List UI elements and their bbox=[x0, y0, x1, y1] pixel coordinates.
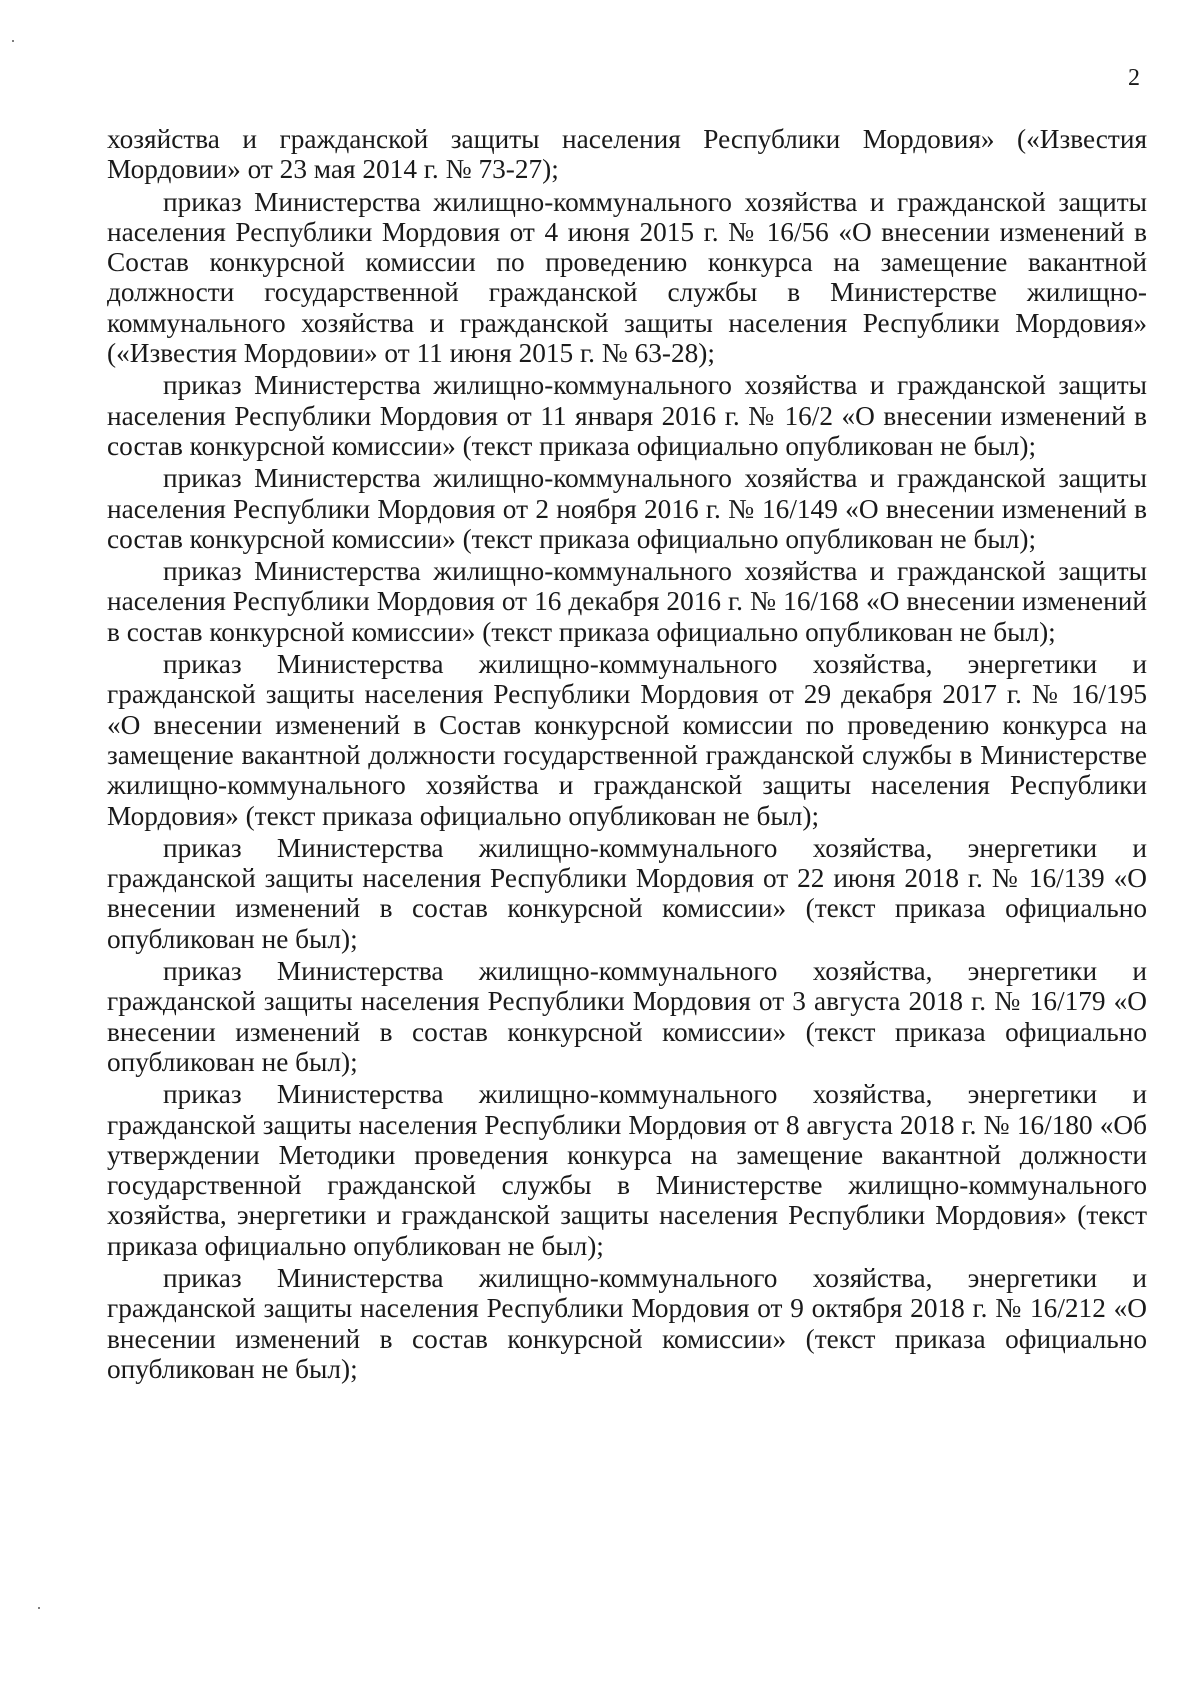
order-paragraph: приказ Министерства жилищно-коммунального хозяйства, энергетики и гражданской защиты населения Республики Мордовия от 22 июня 2018 г. № 16/139 «О внесении изменений в состав конкурсной комиссии» (текст приказа официально опубликован не был); bbox=[107, 832, 1147, 954]
order-paragraph: приказ Министерства жилищно-коммунального хозяйства, энергетики и гражданской защиты населения Республики Мордовия от 8 августа 2018 г. № 16/180 «Об утверждении Методики проведения конкурса на замещение вакантной должности государственной гражданской службы в Министерстве жилищно-коммунального хозяйства, энергетики и гражданской защиты населения Республики Мордовия» (текст приказа официально опубликован не был); bbox=[107, 1079, 1147, 1261]
order-paragraph: приказ Министерства жилищно-коммунального хозяйства, энергетики и гражданской защиты населения Республики Мордовия от 29 декабря 2017 г. № 16/195 «О внесении изменений в Состав конкурсной комиссии по проведению конкурса на замещение вакантной должности государственной гражданской службы в Министерстве жилищно-коммунального хозяйства и гражданской защиты населения Республики Мордовия» (текст приказа официально опубликован не был); bbox=[107, 649, 1147, 831]
scan-speck bbox=[12, 40, 14, 42]
paragraph-continuation: хозяйства и гражданской защиты населения Республики Мордовия» («Известия Мордовии» от 23 мая 2014 г. № 73-27); bbox=[107, 124, 1147, 185]
order-paragraph: приказ Министерства жилищно-коммунального хозяйства, энергетики и гражданской защиты населения Республики Мордовия от 9 октября 2018 г. № 16/212 «О внесении изменений в состав конкурсной комиссии» (текст приказа официально опубликован не был); bbox=[107, 1262, 1147, 1384]
scan-speck bbox=[38, 1607, 40, 1609]
order-paragraph: приказ Министерства жилищно-коммунального хозяйства, энергетики и гражданской защиты населения Республики Мордовия от 3 августа 2018 г. № 16/179 «О внесении изменений в состав конкурсной комиссии» (текст приказа официально опубликован не был); bbox=[107, 956, 1147, 1077]
order-paragraph: приказ Министерства жилищно-коммунального хозяйства и гражданской защиты населения Республики Мордовия от 2 ноября 2016 г. № 16/149 «О внесении изменений в состав конкурсной комиссии» (текст приказа официально опубликован не был); bbox=[107, 463, 1147, 554]
order-paragraph: приказ Министерства жилищно-коммунального хозяйства и гражданской защиты населения Республики Мордовия от 11 января 2016 г. № 16/2 «О внесении изменений в состав конкурсной комиссии» (текст приказа официально опубликован не был); bbox=[107, 370, 1147, 461]
order-paragraph: приказ Министерства жилищно-коммунального хозяйства и гражданской защиты населения Республики Мордовия от 16 декабря 2016 г. № 16/168 «О внесении изменений в состав конкурсной комиссии» (текст приказа официально опубликован не был); bbox=[107, 556, 1147, 647]
page-number: 2 bbox=[1128, 65, 1140, 91]
order-paragraph: приказ Министерства жилищно-коммунального хозяйства и гражданской защиты населения Республики Мордовия от 4 июня 2015 г. № 16/56 «О внесении изменений в Состав конкурсной комиссии по проведению конкурса на замещение вакантной должности государственной гражданской службы в Министерстве жилищно-коммунального хозяйства и гражданской защиты населения Республики Мордовия» («Известия Мордовии» от 11 июня 2015 г. № 63-28); bbox=[107, 186, 1147, 369]
document-body bbox=[107, 124, 1147, 1386]
